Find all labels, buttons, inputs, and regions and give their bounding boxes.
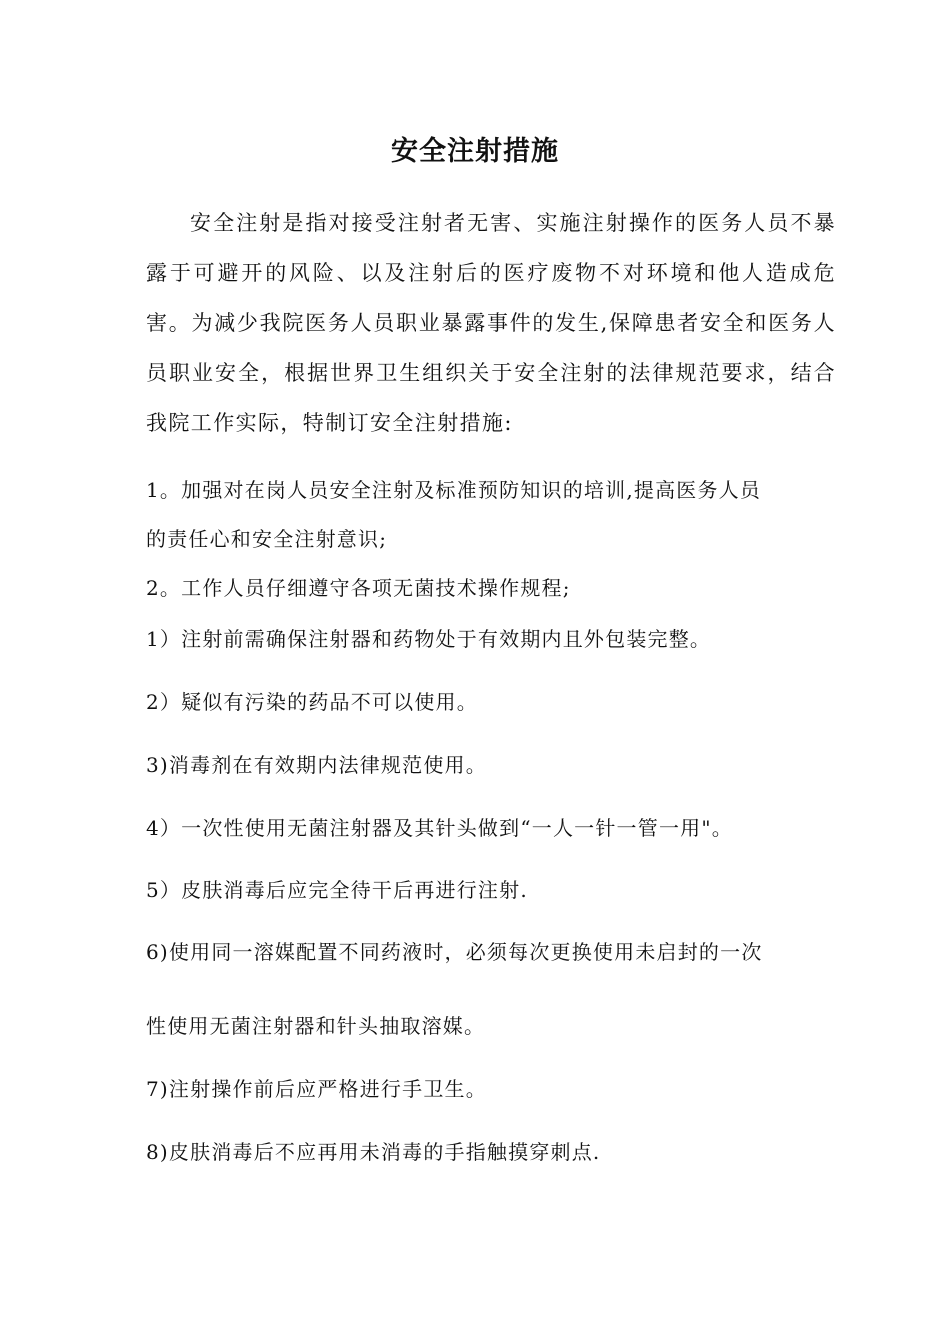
measure-item-3: 3)消毒剂在有效期内法律规范使用。 xyxy=(146,753,487,777)
document-title: 安全注射措施 xyxy=(391,136,559,167)
intro-paragraph: 安全注射是指对接受注射者无害、实施注射操作的医务人员不暴露于可避开的风险、以及注射后的医疗废物不对环境和他人造成危害。为减少我院医务人员职业暴露事件的发生,保障患者安全和医务人员职业安全，根据世界卫生组织关于安全注射的法律规范要求，结合我院工作实际，特制订安全注射措施: xyxy=(146,211,836,435)
measure-item-7: 7)注射操作前后应严格进行手卫生。 xyxy=(146,1077,487,1101)
measure-item-5: 5）皮肤消毒后应完全待干后再进行注射. xyxy=(146,878,528,902)
measure-line-1b: 的责任心和安全注射意识; xyxy=(146,527,388,551)
measure-item-6b: 性使用无菌注射器和针头抽取溶媒。 xyxy=(146,1014,486,1038)
measure-line-1a: 1。加强对在岗人员安全注射及标准预防知识的培训,提高医务人员 xyxy=(146,478,762,502)
measure-item-2: 2）疑似有污染的药品不可以使用。 xyxy=(146,690,478,714)
measure-item-8: 8)皮肤消毒后不应再用未消毒的手指触摸穿刺点. xyxy=(146,1140,601,1164)
measure-item-1: 1）注射前需确保注射器和药物处于有效期内且外包装完整。 xyxy=(146,627,712,651)
measure-line-2: 2。工作人员仔细遵守各项无菌技术操作规程; xyxy=(146,576,571,600)
measure-item-6a: 6)使用同一溶媒配置不同药液时，必须每次更换使用未启封的一次 xyxy=(146,940,763,964)
measure-item-4: 4）一次性使用无菌注射器及其针头做到“一人一针一管一用"。 xyxy=(146,816,733,840)
